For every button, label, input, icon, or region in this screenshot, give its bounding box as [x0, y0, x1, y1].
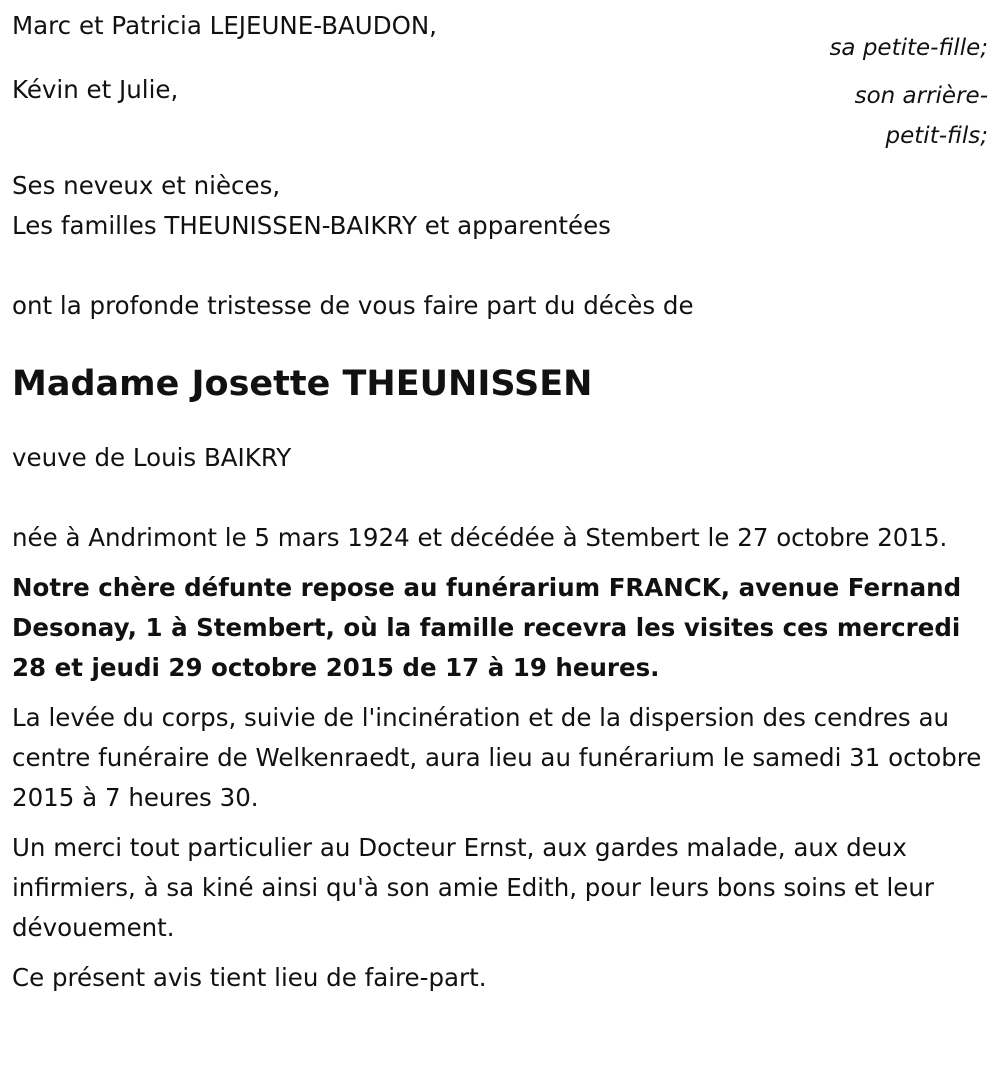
family-line-4: Les familles THEUNISSEN-BAIKRY et apparentées: [12, 211, 611, 240]
visitation-text: Notre chère défunte repose au funérarium FRANCK, avenue Fernand Desonay, 1 à Stembert, où la famille recevra les visites ces mercredi 28 et jeudi 29 octobre 2015 de 17 à 19 heures.: [12, 573, 962, 682]
relation-note-2-line-2: petit-fils;: [885, 123, 988, 149]
family-row-1: [12, 6, 988, 68]
family-row-2: [12, 70, 988, 156]
relatives-block: [12, 166, 988, 246]
relation-note-2-line-1: son arrière-: [854, 83, 988, 109]
family-line-1: Marc et Patricia LEJEUNE-BAUDON,: [12, 11, 437, 40]
announcement-text: ont la profonde tristesse de vous faire part du décès de: [12, 291, 694, 320]
family-line-2: Kévin et Julie,: [12, 75, 179, 104]
ceremony-text: La levée du corps, suivie de l'incinération et de la dispersion des cendres au centre funéraire de Welkenraedt, aura lieu au funérarium le samedi 31 octobre 2015 à 7 heures 30.: [12, 703, 982, 812]
birth-death-text: née à Andrimont le 5 mars 1924 et décédée à Stembert le 27 octobre 2015.: [12, 523, 948, 552]
relation-note-2: [855, 76, 988, 156]
relation-note-1: sa petite-fille;: [829, 35, 988, 61]
deceased-name: Madame Josette THEUNISSEN: [12, 364, 593, 404]
widow-of-text: veuve de Louis BAIKRY: [12, 443, 292, 472]
closing-text: Ce présent avis tient lieu de faire-part.: [12, 963, 487, 992]
thanks-text: Un merci tout particulier au Docteur Ernst, aux gardes malade, aux deux infirmiers, à sa kiné ainsi qu'à son amie Edith, pour leurs bons soins et leur dévouement.: [12, 833, 934, 942]
family-line-3: Ses neveux et nièces,: [12, 171, 281, 200]
obituary-notice: [12, 6, 988, 998]
